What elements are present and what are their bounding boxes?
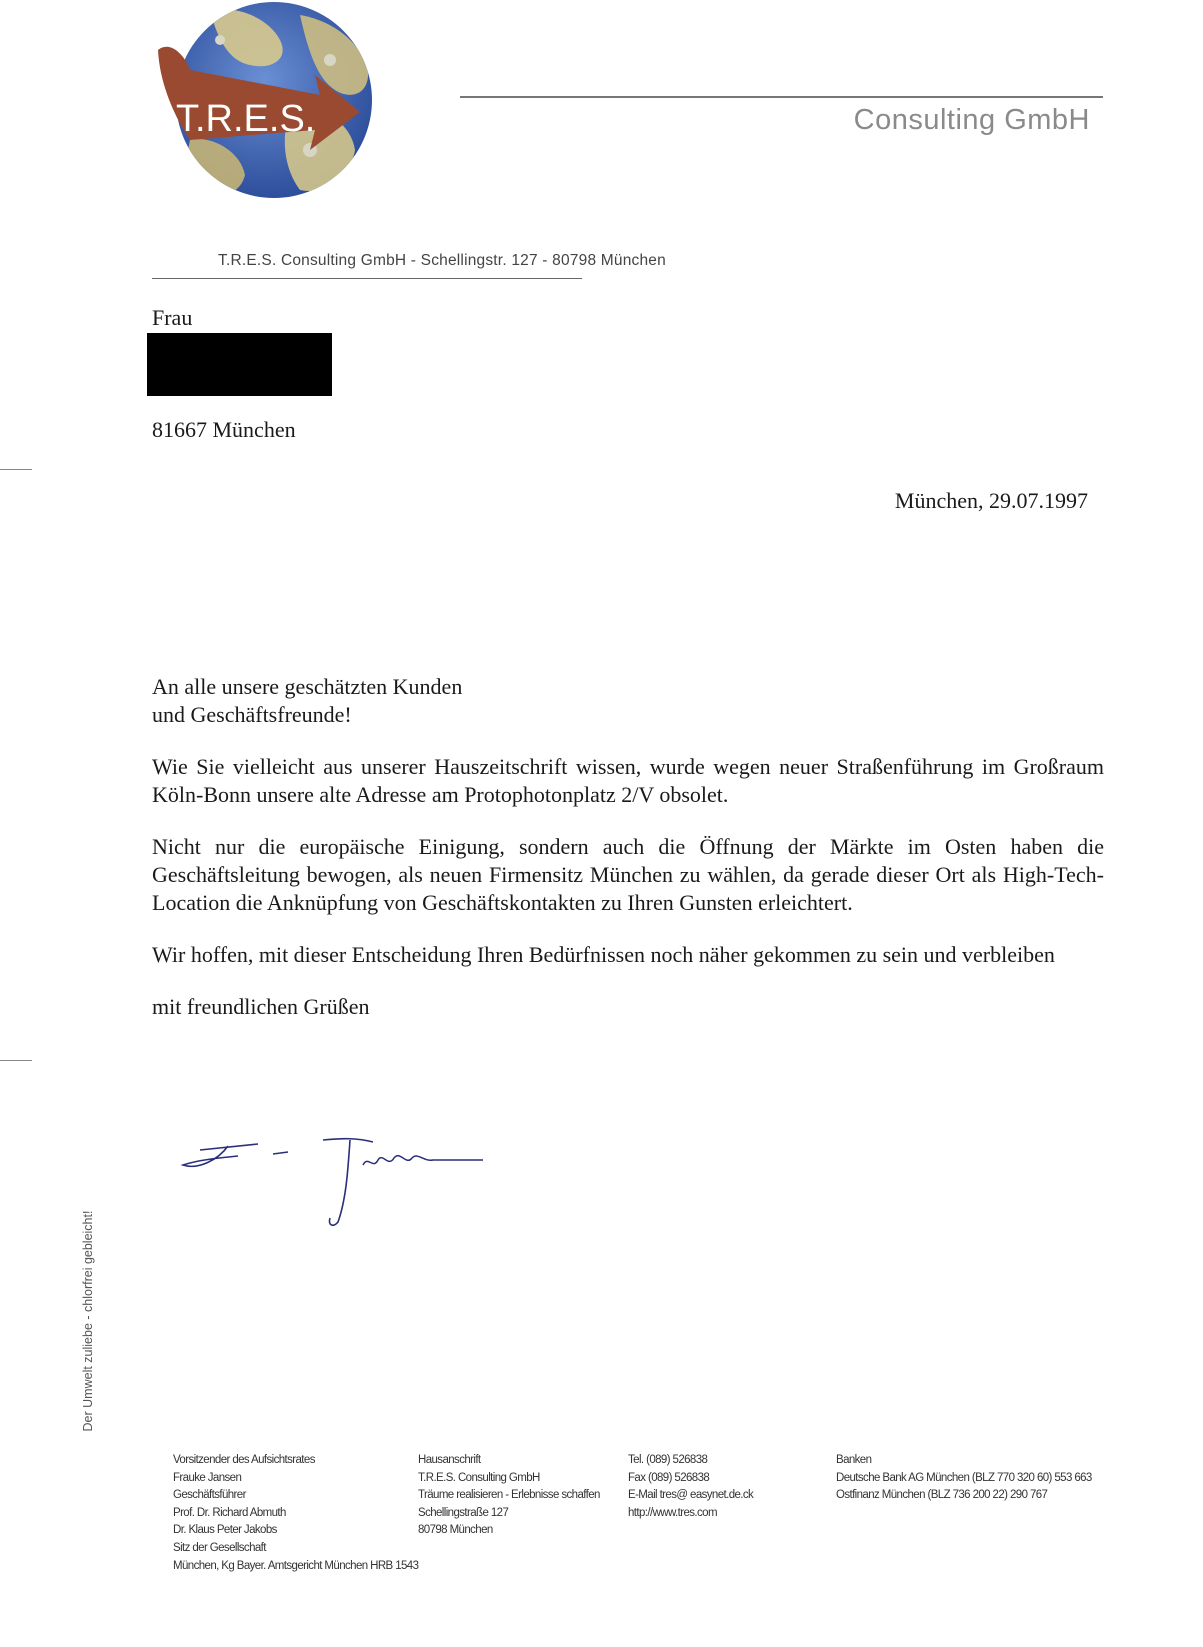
handwritten-signature	[178, 1130, 498, 1230]
company-name: Consulting GmbH	[853, 104, 1090, 136]
footer-address	[418, 1452, 600, 1540]
logo-wordmark: T.R.E.S.	[176, 98, 316, 140]
fold-mark-upper	[0, 469, 32, 470]
greeting	[152, 673, 1104, 729]
letter-date: München, 29.07.1997	[894, 488, 1088, 513]
letter-body	[152, 673, 1104, 1045]
sender-address-line: T.R.E.S. Consulting GmbH - Schellingstr. 127 - 80798 München	[218, 252, 666, 269]
footer-line: Sitz der Gesellschaft	[173, 1541, 266, 1554]
footer-line: T.R.E.S. Consulting GmbH	[418, 1471, 540, 1484]
footer-line: München, Kg Bayer. Amtsgericht München HRB 1543	[173, 1559, 419, 1572]
footer-line: http://www.tres.com	[628, 1506, 717, 1519]
header-rule	[460, 96, 1103, 98]
footer-line: Vorsitzender des Aufsichtsrates	[173, 1454, 315, 1466]
footer-line: Träume realisieren - Erlebnisse schaffen	[418, 1489, 600, 1502]
footer-line: 80798 München	[418, 1524, 493, 1537]
eco-paper-note: Der Umwelt zuliebe - chlorfrei gebleicht!	[81, 1210, 95, 1432]
paragraph-hope: Wir hoffen, mit dieser Entscheidung Ihren Bedürfnissen noch näher gekommen zu sein und verbleiben	[152, 942, 1055, 967]
footer-line: Tel. (089) 526838	[628, 1454, 708, 1466]
footer-banks	[836, 1452, 1092, 1505]
footer-line: Ostfinanz München (BLZ 736 200 22) 290 767	[836, 1489, 1048, 1502]
greeting-line-1: An alle unsere geschätzten Kunden	[152, 674, 463, 699]
footer-line: Frauke Jansen	[173, 1471, 242, 1484]
sender-rule	[152, 278, 582, 279]
footer-line: Deutsche Bank AG München (BLZ 770 320 60) 553 663	[836, 1471, 1092, 1484]
footer-line: Dr. Klaus Peter Jakobs	[173, 1524, 277, 1537]
redacted-recipient-name	[147, 333, 332, 396]
footer-line: Schellingstraße 127	[418, 1506, 509, 1519]
footer-board-info	[173, 1452, 418, 1575]
footer-contact	[628, 1452, 753, 1522]
footer-line: E-Mail tres@ easynet.de.ck	[628, 1489, 754, 1502]
footer-line: Geschäftsführer	[173, 1489, 246, 1502]
paragraph-relocation: Wie Sie vielleicht aus unserer Hauszeitschrift wissen, wurde wegen neuer Straßenführung im Großraum Köln-Bonn unsere alte Adresse am Protophotonplatz 2/V obsolet.	[152, 754, 1104, 807]
recipient-city: 81667 München	[152, 417, 296, 442]
footer-line: Banken	[836, 1454, 872, 1466]
recipient-salutation: Frau	[152, 305, 193, 330]
paragraph-reasons: Nicht nur die europäische Einigung, sondern auch die Öffnung der Märkte im Osten haben die Geschäftsleitung bewogen, als neuen Firmensitz München zu wählen, da gerade dieser Ort als High-Tech-Location die Anknüpfung von Geschäftskontakten zu Ihren Gunsten erleichtert.	[152, 834, 1104, 915]
footer-line: Fax (089) 526838	[628, 1471, 710, 1484]
tres-globe-logo	[150, 0, 380, 205]
closing-phrase: mit freundlichen Grüßen	[152, 994, 370, 1019]
greeting-line-2: und Geschäftsfreunde!	[152, 702, 352, 727]
footer-line: Hausanschrift	[418, 1454, 481, 1466]
footer-line: Prof. Dr. Richard Abmuth	[173, 1506, 286, 1519]
fold-mark-lower	[0, 1060, 32, 1061]
